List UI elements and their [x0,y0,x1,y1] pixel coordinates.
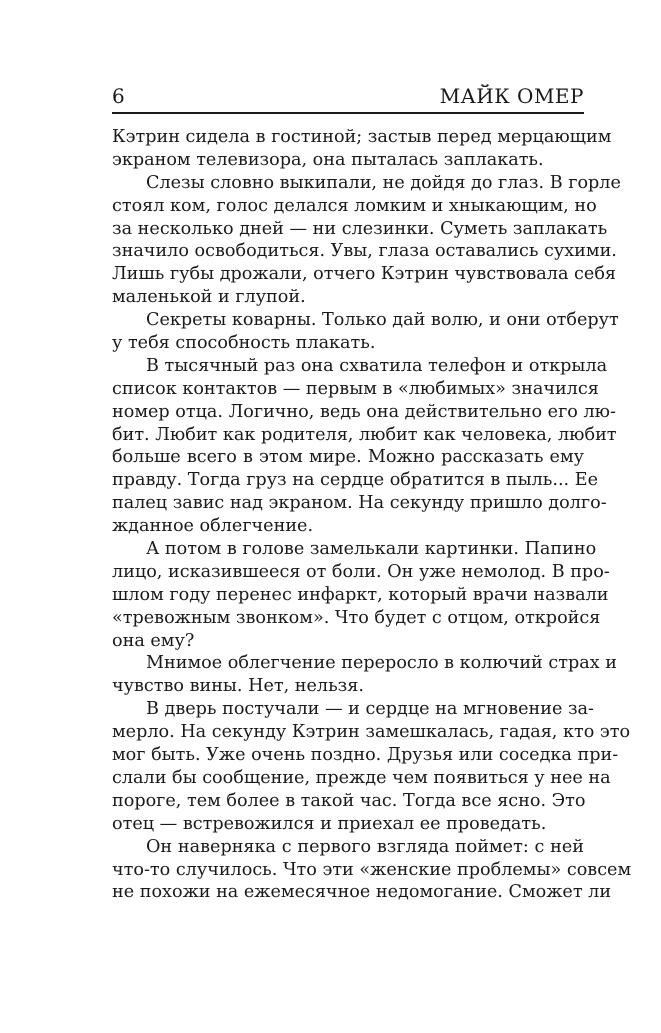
text-line: мог быть. Уже очень поздно. Друзья или соседка при- [112,745,619,766]
paragraph [112,652,617,698]
text-line: маленькой и глупой. [112,287,306,308]
text-line: правду. Тогда груз на сердце обратится в пыль... Ее [112,470,599,491]
text-line: бит. Любит как родителя, любит как человека, любит [112,424,617,445]
paragraph [112,309,619,355]
text-line: мерло. На секунду Кэтрин замешкалась, гадая, кто это [112,722,631,743]
text-line: Секреты коварны. Только дай волю, и они отберут [146,310,619,331]
paragraph [112,172,621,309]
text-line: Мнимое облегчение переросло в колючий страх и [146,653,617,674]
text-line: слали бы сообщение, прежде чем появиться у нее на [112,767,611,788]
paragraph [112,126,612,172]
text-line: что-то случилось. Что эти «женские проблемы» совсем [112,859,632,880]
text-line: А потом в голове замелькали картинки. Папино [146,539,597,560]
text-line: «тревожным звонком». Что будет с отцом, откройся [112,607,601,628]
text-line: стоял ком, голос делался ломким и хныкающим, но [112,195,597,216]
text-line: пороге, тем более в такой час. Тогда все ясно. Это [112,790,586,811]
text-line: у тебя способность плакать. [112,333,376,354]
text-line: В тысячный раз она схватила телефон и открыла [146,355,608,376]
text-line: значило освободиться. Увы, глаза оставались сухими. [112,241,617,262]
text-line: чувство вины. Нет, нельзя. [112,676,364,697]
text-line: Лишь губы дрожали, отчего Кэтрин чувствовала себя [112,264,617,285]
page-number: 6 [112,84,125,108]
text-line: список контактов — первым в «любимых» значился [112,378,599,399]
text-line: Слезы словно выкипали, не дойдя до глаз. В горле [146,172,621,193]
text-line: отец — встревожился и приехал ее проведать. [112,813,547,834]
text-line: В дверь постучали — и сердце на мгновение за- [146,699,594,720]
paragraph [112,355,617,538]
text-line: Кэтрин сидела в гостиной; застыв перед мерцающим [112,127,612,147]
text-line: больше всего в этом мире. Можно рассказать ему [112,447,584,468]
text-line: Он наверняка с первого взгляда поймет: с ней [146,836,584,857]
body-text [112,126,632,904]
paragraph [112,836,632,905]
text-line: номер отца. Логично, ведь она действительно его лю- [112,401,616,422]
text-line: экраном телевизора, она пыталась заплакать. [112,149,544,170]
text-line: за несколько дней — ни слезинки. Суметь заплакать [112,218,608,239]
text-line: шлом году перенес инфаркт, который врачи назвали [112,584,609,605]
paragraph [112,538,610,652]
running-title: МАЙК ОМЕР [439,84,584,108]
page-header [112,82,584,114]
text-line: не похожи на ежемесячное недомогание. Сможет ли [112,882,612,903]
text-line: она ему? [112,630,195,651]
text-line: жданное облегчение. [112,516,314,537]
text-line: лицо, исказившееся от боли. Он уже немолод. В про- [112,561,610,582]
paragraph [112,698,631,835]
text-line: палец завис над экраном. На секунду пришло долго- [112,493,607,514]
